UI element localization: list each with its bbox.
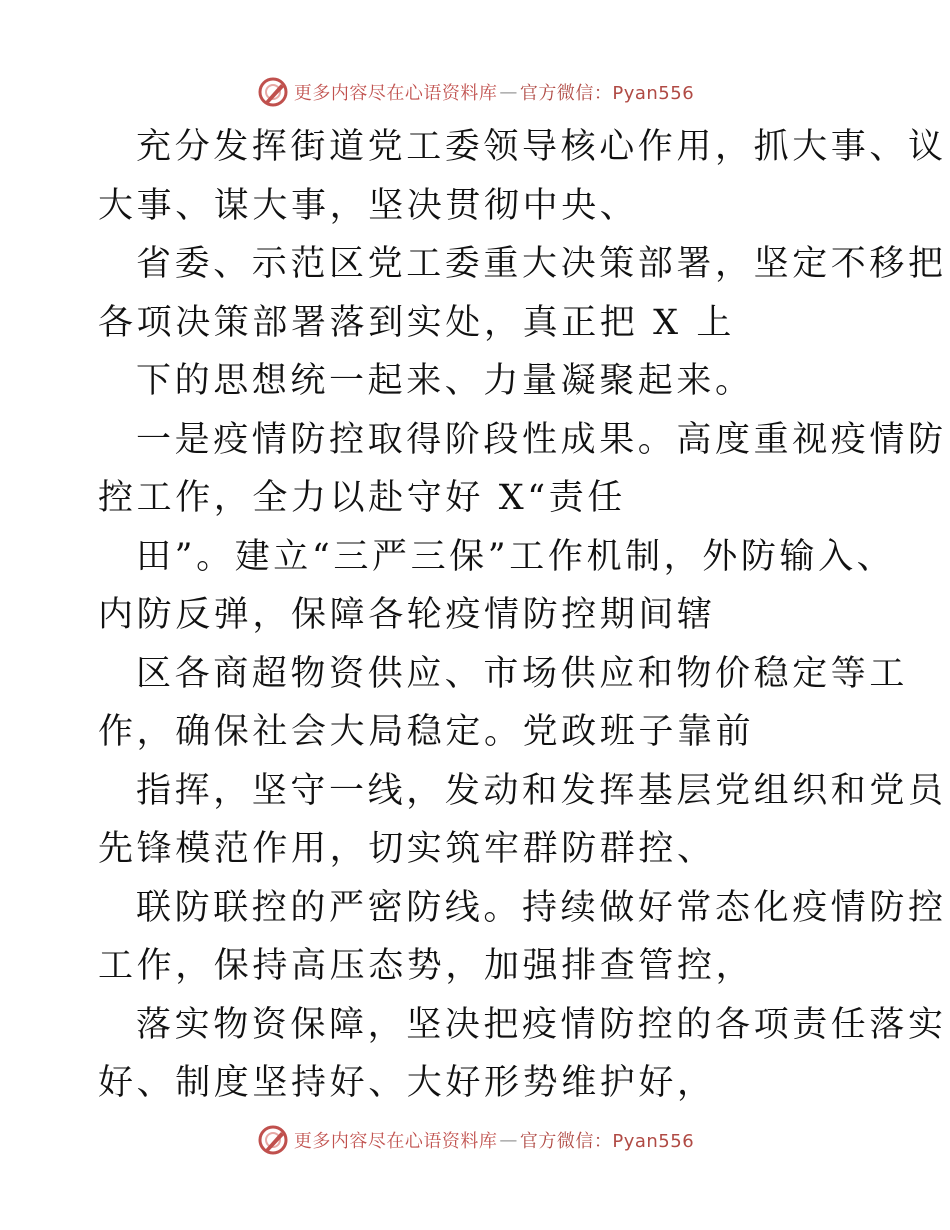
text-line: 大事、谋大事，坚决贯彻中央、 bbox=[98, 185, 639, 226]
text-line: 联防联控的严密防线。持续做好常态化疫情防控 bbox=[136, 887, 947, 928]
text-line: 充分发挥街道党工委领导核心作用，抓大事、议 bbox=[136, 127, 947, 167]
text-line: 内防反弹，保障各轮疫情防控期间辖 bbox=[98, 595, 716, 635]
watermark-separator: — bbox=[499, 1129, 518, 1151]
text-line: 指挥，坚守一线，发动和发挥基层党组织和党员 bbox=[136, 770, 947, 811]
text-line: 田”。建立“三严三保”工作机制，外防输入、 bbox=[136, 536, 896, 577]
text-line: 工作，保持高压态势，加强排查管控， bbox=[98, 946, 755, 986]
text-line: 好、制度坚持好、大好形势维护好， bbox=[98, 1063, 716, 1103]
watermark-header bbox=[0, 70, 950, 114]
text-line: 作，确保社会大局稳定。党政班子靠前 bbox=[98, 712, 755, 752]
text-line: 先锋模范作用，切实筑牢群防群控、 bbox=[98, 829, 716, 869]
text-line: 区各商超物资供应、市场供应和物价稳定等工 bbox=[136, 653, 909, 694]
text-line: 下的思想统一起来、力量凝聚起来。 bbox=[136, 361, 754, 401]
watermark-separator: — bbox=[499, 81, 518, 103]
watermark-footer bbox=[0, 1118, 950, 1162]
watermark-wechat: 官方微信：Pyan556 bbox=[519, 1131, 695, 1152]
text-line: 各项决策部署落到实处，真正把 X 上 bbox=[98, 302, 735, 343]
text-line: 一是疫情防控取得阶段性成果。高度重视疫情防 bbox=[136, 419, 947, 460]
pen-logo-icon bbox=[256, 75, 290, 109]
watermark-brand: 更多内容尽在心语资料库 bbox=[293, 83, 498, 104]
text-line: 落实物资保障，坚决把疫情防控的各项责任落实 bbox=[136, 1004, 947, 1045]
watermark-wechat: 官方微信：Pyan556 bbox=[519, 83, 695, 104]
text-line: 省委、示范区党工委重大决策部署，坚定不移把 bbox=[136, 244, 947, 284]
text-line: 控工作，全力以赴守好 X“责任 bbox=[98, 478, 626, 518]
document-body bbox=[98, 118, 947, 1113]
pen-logo-icon bbox=[256, 1123, 290, 1157]
watermark-brand: 更多内容尽在心语资料库 bbox=[293, 1131, 498, 1152]
